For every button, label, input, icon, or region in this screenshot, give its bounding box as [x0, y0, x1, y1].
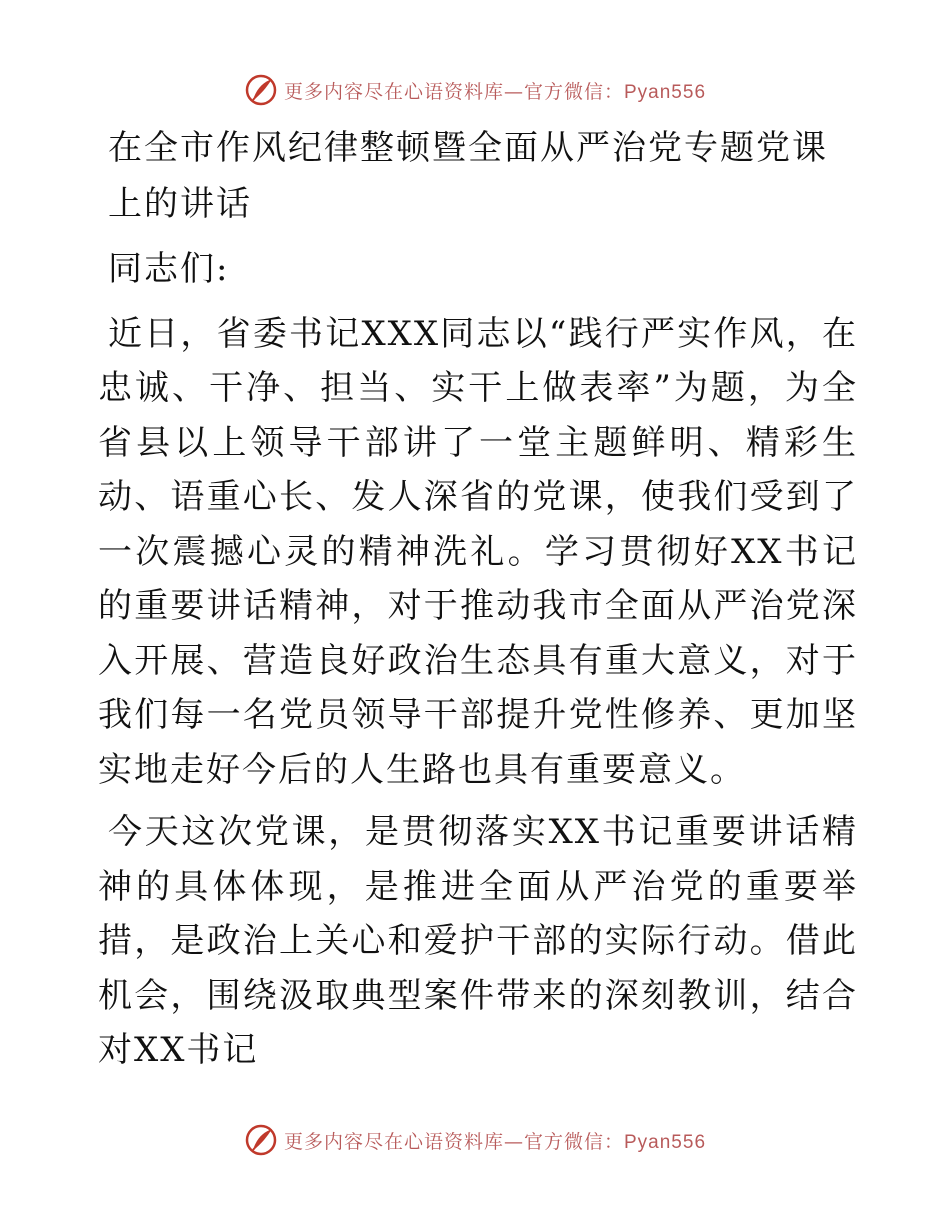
paragraph-1: 近日，省委书记XXX同志以“践行严实作风，在忠诚、干净、担当、实干上做表率”为题，为全省县以上领导干部讲了一堂主题鲜明、精彩生动、语重心长、发人深省的党课，使我们受到了一次震撼心灵的精神洗礼。学习贯彻好XX书记的重要讲话精神，对于推动我市全面从严治党深入开展、营造良好政治生态具有重大意义，对于我们每一名党员领导干部提升党性修养、更加坚实地走好今后的人生路也具有重要意义。	[98, 313, 858, 790]
document-title: 在全市作风纪律整顿暨全面从严治党专题党课上的讲话	[108, 128, 828, 224]
header-banner	[0, 70, 950, 110]
quill-logo-icon	[244, 1123, 278, 1157]
footer-banner	[0, 1120, 950, 1160]
wechat-id: Pyan556	[624, 1131, 707, 1153]
quill-logo-icon	[244, 73, 278, 107]
banner-text: 更多内容尽在心语资料库—官方微信：Pyan556	[283, 1130, 707, 1153]
document-body	[98, 120, 858, 1086]
wechat-id: Pyan556	[624, 81, 707, 103]
salutation: 同志们:	[108, 249, 230, 289]
paragraph-2: 今天这次党课，是贯彻落实XX书记重要讲话精神的具体体现，是推进全面从严治党的重要举措，是政治上关心和爱护干部的实际行动。借此机会，围绕汲取典型案件带来的深刻教训，结合对XX书记	[98, 812, 858, 1070]
banner-text: 更多内容尽在心语资料库—官方微信：Pyan556	[283, 80, 707, 103]
